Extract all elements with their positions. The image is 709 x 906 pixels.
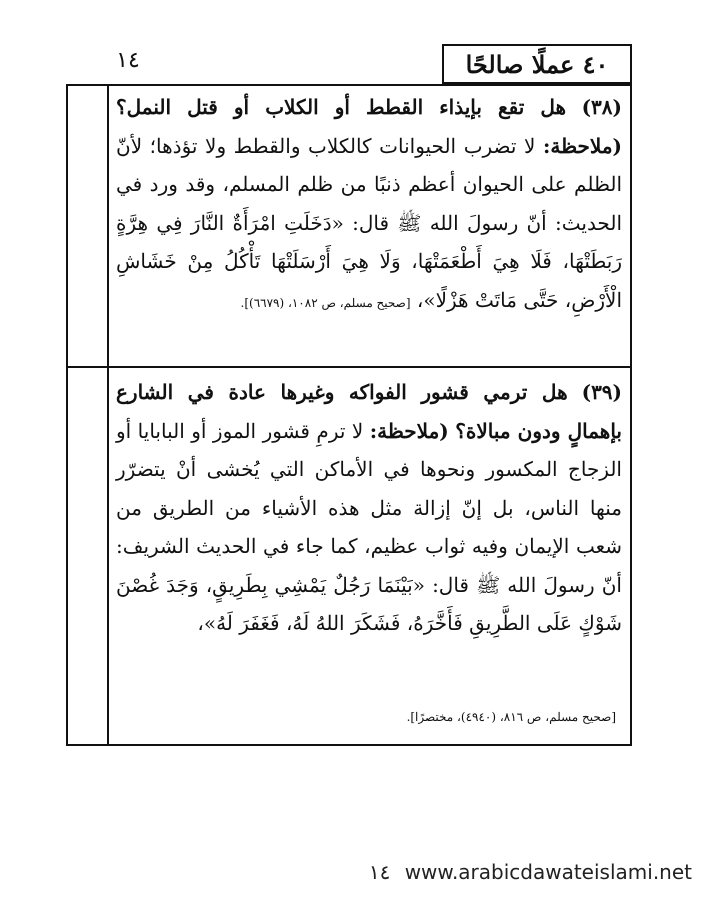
- checkbox-column-divider: [107, 84, 109, 746]
- hadith-reference: [صحيح مسلم، ص ٨١٦، (٤٩٤٠)، مختصرًا].: [406, 710, 616, 724]
- book-title: ٤٠ عملًا صالحًا: [465, 50, 609, 79]
- page-number-top: ١٤: [116, 48, 140, 73]
- entry-number: (٣٨): [581, 95, 622, 119]
- book-title-box: [442, 44, 632, 84]
- hadith-reference: [صحيح مسلم، ص ١٠٨٢، (٦٦٧٩)].: [240, 295, 411, 310]
- footer-website[interactable]: www.arabicdawateislami.net: [404, 860, 692, 884]
- entry-number: (٣٩): [581, 380, 623, 404]
- note-text: لا تضرب الحيوانات كالكلاب والقطط ولا تؤذها؛ لأنّ الظلم على الحيوان أعظم ذنبًا من ظلم المسلم، وقد ورد في الحديث: أنّ رسولَ الله ﷺ قال: «دَخَلَتِ امْرَأَةٌ النَّارَ فِي هِرَّةٍ رَبَطَتْهَا، فَلَا هِيَ أَطْعَمَتْهَا، وَلَا هِيَ أَرْسَلَتْهَا تَأْكُلُ مِنْ خَشَاشِ الْأَرْضِ، حَتَّى مَاتَتْ هَزْلًا»،: [116, 133, 622, 312]
- footer-page-number: ١٤: [368, 860, 391, 884]
- note-label: (ملاحظة:: [543, 133, 622, 158]
- row-divider: [66, 366, 632, 368]
- note-text: لا ترمِ قشور الموز أو البابايا أو الزجاج المكسور ونحوها في الأماكن التي يُخشى أنْ يتضرّر منها الناس، بل إنّ إزالة مثل هذه الأشياء من الطريق من شعب الإيمان وفيه ثواب عظيم، كما جاء في الحديث الشريف: أنّ رسولَ الله ﷺ قال: «بَيْنَمَا رَجُلٌ يَمْشِي بِطَرِيقٍ، وَجَدَ غُصْنَ شَوْكٍ عَلَى الطَّرِيقِ فَأَخَّرَهُ، فَشَكَرَ اللهُ لَهُ، فَغَفَرَ لَهُ»،: [116, 418, 622, 635]
- entry-38: [112, 88, 628, 319]
- entry-question: هل ترمي قشور الفواكه وغيرها عادة في الشارع بإهمالٍ ودون مبالاة؟: [116, 380, 623, 443]
- entry-39: [112, 373, 628, 643]
- entry-question: هل تقع بإيذاء القطط أو الكلاب أو قتل النمل؟: [116, 95, 567, 119]
- note-label: (ملاحظة:: [369, 418, 449, 443]
- page-footer: [330, 856, 692, 888]
